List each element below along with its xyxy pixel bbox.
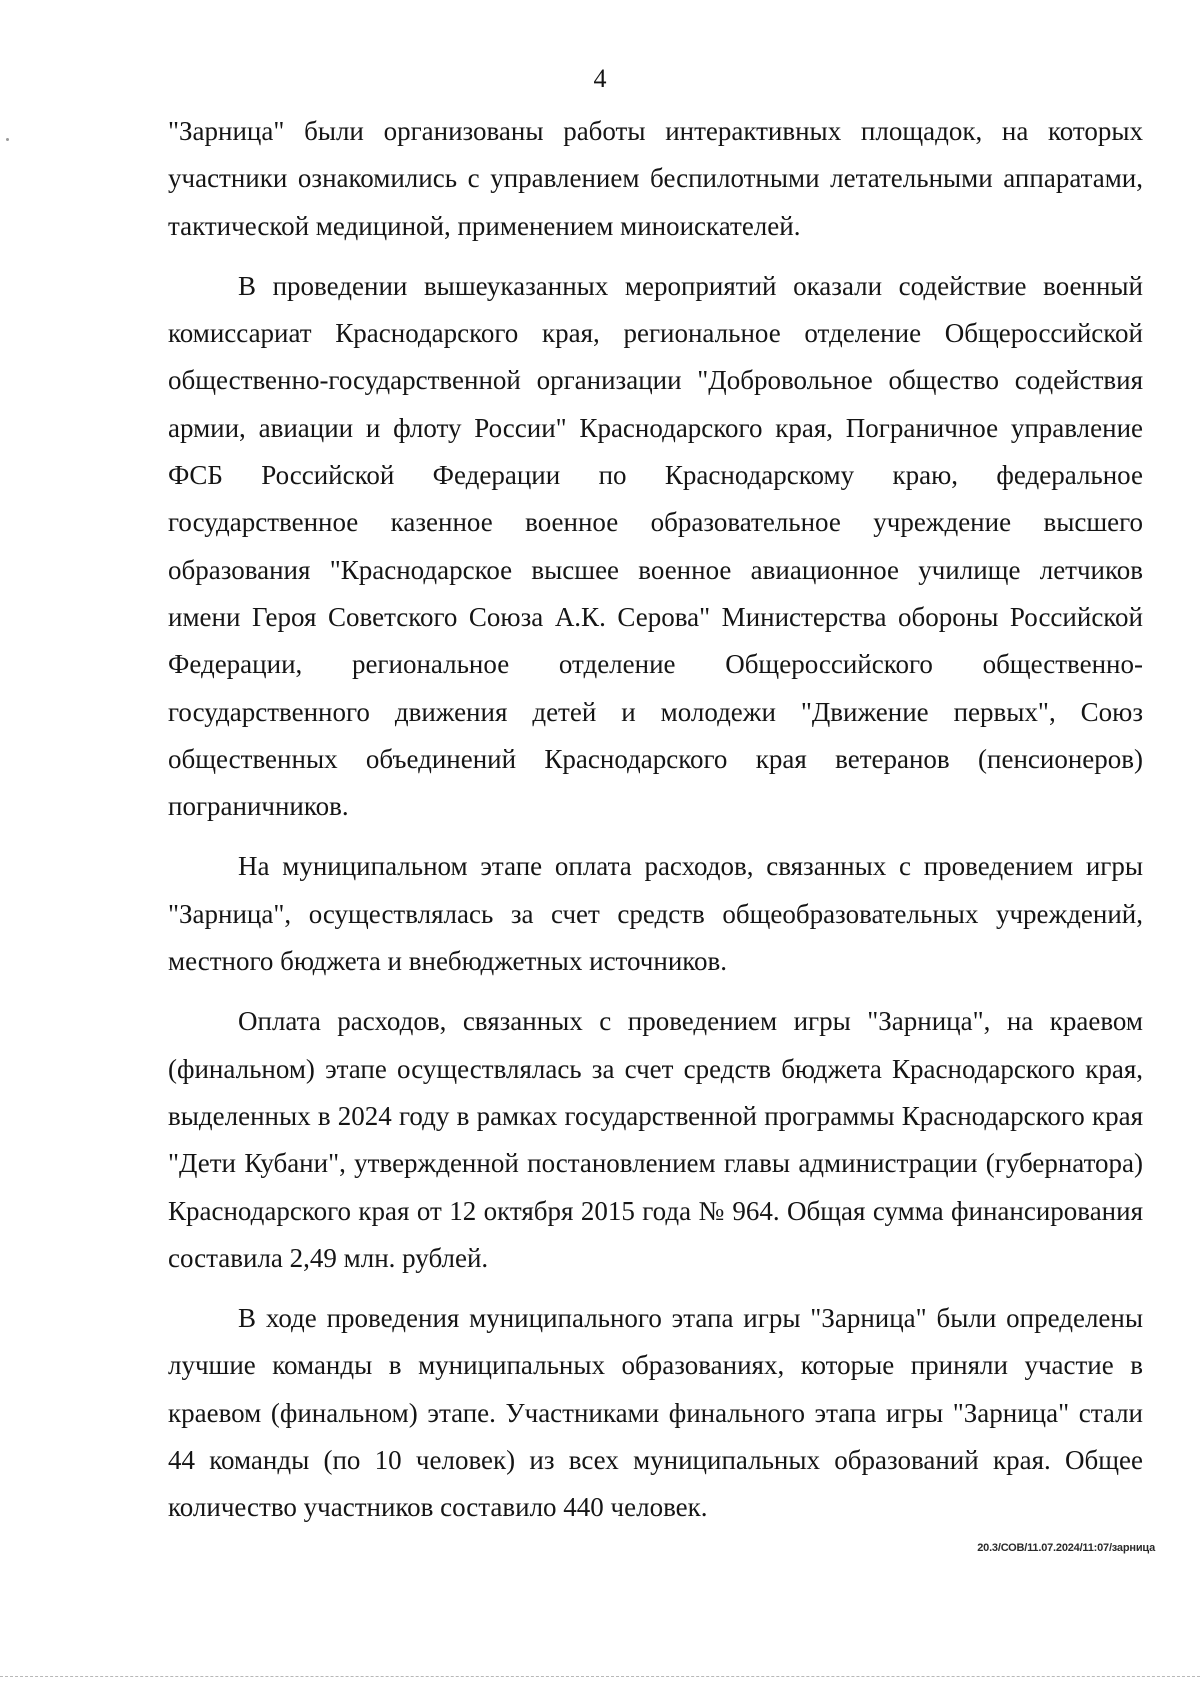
scan-mark bbox=[6, 138, 9, 141]
page-number: 4 bbox=[593, 64, 607, 93]
paragraph-participants: В ходе проведения муниципального этапа игры "Зарница" были определены лучшие команды в муниципальных образованиях, которые приняли участие в краевом (финальном) этапе. Участниками финального этапа игры "Зарница" стали 44 команды (по 10 человек) из всех муниципальных образований края. Общее количество участников составило 440 человек. bbox=[168, 1303, 1143, 1523]
document-footer-code: 20.3/СОВ/11.07.2024/11:07/зарница bbox=[977, 1542, 1155, 1554]
paragraph-municipal-funding: На муниципальном этапе оплата расходов, связанных с проведением игры "Зарница", осуществлялась за счет средств общеобразовательных учреждений, местного бюджета и внебюджетных источников. bbox=[168, 851, 1143, 977]
document-body bbox=[168, 108, 1143, 1532]
scan-bottom-edge bbox=[0, 1676, 1200, 1677]
paragraph-continuation: "Зарница" были организованы работы интерактивных площадок, на которых участники ознакомились с управлением беспилотными летательными аппаратами, тактической медициной, применением миноискателей. bbox=[168, 116, 1143, 241]
paragraph-assistance: В проведении вышеуказанных мероприятий оказали содействие военный комиссариат Краснодарского края, региональное отделение Общероссийской общественно-государственной организации "Добровольное общество содействия армии, авиации и флоту России" Краснодарского края, Пограничное управление ФСБ Российской Федерации по Краснодарскому краю, федеральное государственное казенное военное образовательное учреждение высшего образования "Краснодарское высшее военное авиационное училище летчиков имени Героя Советского Союза А.К. Серова" Министерства обороны Российской Федерации, региональное отделение Общероссийского общественно-государственного движения детей и молодежи "Движение первых", Союз общественных объединений Краснодарского края ветеранов (пенсионеров) пограничников. bbox=[168, 270, 1143, 822]
paragraph-regional-funding: Оплата расходов, связанных с проведением игры "Зарница", на краевом (финальном) этапе осуществлялась за счет средств бюджета Краснодарского края, выделенных в 2024 году в рамках государственной программы Краснодарского края "Дети Кубани", утвержденной постановлением главы администрации (губернатора) Краснодарского края от 12 октября 2015 года № 964. Общая сумма финансирования составила 2,49 млн. рублей. bbox=[168, 1006, 1143, 1273]
